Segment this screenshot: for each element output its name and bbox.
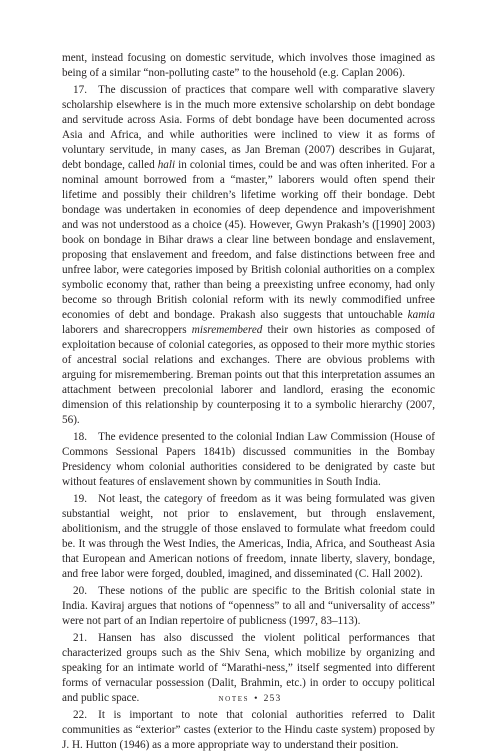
note-text: 22. It is important to note that colonial authorities referred to Dalit communities as “exterior” castes (exterior to the Hindu caste system) proposed by J. H. Hutton (1946) as a more appropriate way to understand their position. xyxy=(62,709,435,751)
note-18 xyxy=(62,430,435,490)
notes-body xyxy=(62,51,435,755)
note-text: their own histories as composed of exploitation because of colonial categories, as opposed to their more mythic stories of ancestral social relations and exchanges. There are obvious problems with arguing for misremembering. Breman points out that this interpretation assumes an attachment between precolonial laborer and landlord, erasing the economic dimension of this relationship by counterposing it to a symbolic hierarchy (2007, 56). xyxy=(62,324,435,426)
page-number: 253 xyxy=(263,694,282,704)
footer-separator: • xyxy=(254,694,259,704)
note-19 xyxy=(62,492,435,582)
note-text: ment, instead focusing on domestic servitude, which involves those imagined as being of a similar “non-polluting caste” to the household (e.g. Caplan 2006). xyxy=(62,52,435,79)
note-text: 21. Hansen has also discussed the violent political performances that characterized groups such as the Shiv Sena, which mobilize by organizing and speaking for an intimate world of “Marathi-ness,” itself segmented into different forms of vernacular possession (Dalit, Brahmin, etc.) in order to occupy political and public space. xyxy=(62,632,435,704)
note-term-italic: kamia xyxy=(407,309,435,321)
page-footer xyxy=(0,693,500,704)
note-text: 19. Not least, the category of freedom as it was being formulated was given substantial weight, not prior to enslavement, but through enslavement, abolitionism, and the struggle of those enslaved to formulate what freedom could be. It was through the West Indies, the Americas, India, Africa, and Southeast Asia that European and American notions of freedom, innate liberty, slavery, bondage, and free labor were forged, doubled, imagined, and disseminated (C. Hall 2002). xyxy=(62,493,435,580)
note-text: 18. The evidence presented to the colonial Indian Law Commission (House of Commons Sessional Papers 1841b) discussed communities in the Bombay Presidency whom colonial authorities considered to be denigrated by caste but without features of enslavement shown by communities in South India. xyxy=(62,431,435,488)
note-text: 17. The discussion of practices that compare well with comparative slavery scholarship elsewhere is in the much more extensive scholarship on debt bondage and servitude across Asia. Forms of debt bondage have been documented across Asia and Africa, and while authorities were inclined to view it as forms of voluntary servitude, in many cases, as Jan Breman (2007) describes in Gujarat, debt bondage, called xyxy=(62,84,435,171)
note-22 xyxy=(62,708,435,753)
note-term-italic: misremembered xyxy=(191,324,263,336)
note-continuation xyxy=(62,51,435,81)
note-text: laborers and sharecroppers xyxy=(62,324,192,336)
note-term-italic: hali xyxy=(157,159,176,171)
note-20 xyxy=(62,584,435,629)
note-text: in colonial times, could be and was often inherited. For a nominal amount borrowed from a “master,” laborers would often spend their lifetime and possibly their children’s lifetime working off their bondage. Debt bondage was undertaken in economies of deep dependence and impoverishment and was not understood as a choice (45). However, Gwyn Prakash’s ([1990] 2003) book on bondage in Bihar draws a clear line between bondage and enslavement, proposing that enslavement and freedom, and false distinctions between free and unfree labor, were categories imposed by British colonial authorities on a complex symbolic economy that, rather than being a preexisting unfree economy, had only become so through British colonial reform with its newly commodified unfree economies of debt and bondage. Prakash also suggests that untouchable xyxy=(62,159,436,321)
note-17 xyxy=(62,83,435,428)
running-footer-label: notes xyxy=(218,693,250,704)
note-text: 20. These notions of the public are specific to the British colonial state in India. Kaviraj argues that notions of “openness” to all and “universality of access” were not part of an Indian repertoire of publicness (1997, 83–113). xyxy=(62,585,435,627)
